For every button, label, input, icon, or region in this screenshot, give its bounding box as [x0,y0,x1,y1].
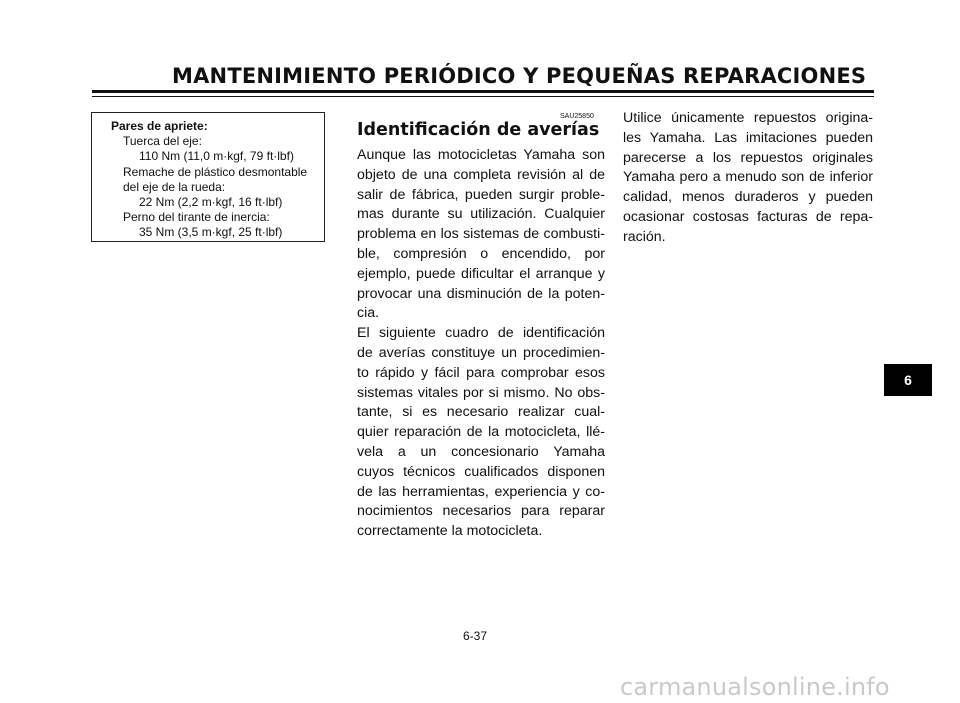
torque-item-label: Perno del tirante de inercia: [123,210,270,225]
body-line: mas durante su utilización. Cualquier [357,206,605,223]
section-heading: Identificación de averías [357,120,600,140]
body-line: provocar una disminución de la poten- [357,285,605,302]
section-body [357,146,605,542]
body-line: ejemplo, puede dificultar el arranque y [357,265,605,282]
body-line: vela a un concesionario Yamaha [357,443,605,460]
torque-item-value: 35 Nm (3,5 m·kgf, 25 ft·lbf) [139,225,283,240]
torque-box-heading: Pares de apriete: [111,119,208,133]
body-line: calidad, menos duraderos y pueden [623,189,873,206]
body-line: Aunque las motocicletas Yamaha son [357,147,605,163]
header-rule-thick [92,90,874,93]
section-ref-code: SAU25850 [560,113,594,120]
body-line: parecerse a los repuestos originales [623,149,873,166]
torque-item-label: del eje de la rueda: [123,179,226,194]
body-line: Utilice únicamente repuestos origina- [623,110,873,126]
watermark: carmanualsonline.info [620,673,890,701]
body-line: salir de fábrica, pueden surgir proble- [357,186,605,203]
torque-item-value: 22 Nm (2,2 m·kgf, 16 ft·lbf) [139,195,283,210]
body-line: de averías constituye un procedimien- [357,344,605,361]
body-line: problema en los sistemas de combusti- [357,226,605,243]
torque-item-value: 110 Nm (11,0 m·kgf, 79 ft·lbf) [139,149,294,164]
right-column-text [623,109,873,248]
header-rule-thin [92,96,874,97]
torque-item-label: Tuerca del eje: [123,134,202,149]
torque-specs-box [91,112,325,242]
body-line: de las herramientas, experiencia y co- [357,483,605,500]
body-line: objeto de una completa revisión al de [357,166,605,183]
body-line: ble, compresión o encendido, por [357,245,605,262]
body-line: Yamaha pero a menudo son de inferior [623,169,873,186]
body-line: tante, si es necesario realizar cual- [357,404,605,421]
page-number: 6-37 [463,629,488,643]
body-line: quier reparación de la motocicleta, llé- [357,424,605,441]
body-line: sistemas vitales por si mismo. No obs- [357,384,605,401]
body-line: les Yamaha. Las imitaciones pueden [623,129,873,146]
body-line: correctamente la motocicleta. [357,523,543,540]
body-line: ración. [623,228,666,245]
torque-item-label: Remache de plástico desmontable [123,164,308,179]
chapter-tab [884,364,932,396]
page-header-title: MANTENIMIENTO PERIÓDICO Y PEQUEÑAS REPARACIONES [172,64,867,88]
body-line: nocimientos necesarios para reparar [357,503,605,520]
body-line: cia. [357,305,380,322]
body-line: ocasionar costosas facturas de repa- [623,208,873,225]
chapter-tab-label: 6 [904,372,912,388]
body-line: cuyos técnicos cualificados disponen [357,463,605,480]
body-line: to rápido y fácil para comprobar esos [357,364,605,381]
body-line: El siguiente cuadro de identificación [357,325,605,342]
